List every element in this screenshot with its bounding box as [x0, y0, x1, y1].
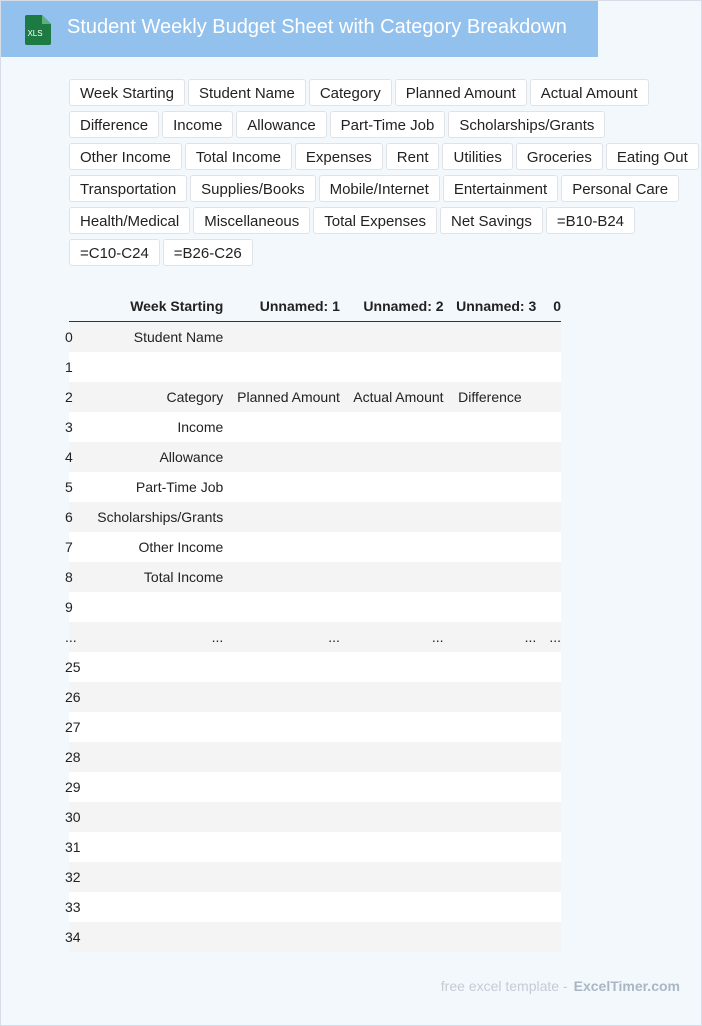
table-cell: Actual Amount [340, 382, 444, 412]
table-cell: Planned Amount [223, 382, 340, 412]
table-row [69, 592, 561, 622]
header-chip: Difference [69, 111, 159, 138]
table-cell [340, 892, 444, 922]
table-cell: Part-Time Job [85, 472, 224, 502]
header-chip: Planned Amount [395, 79, 527, 106]
row-index-label: 5 [65, 479, 73, 495]
row-index [65, 712, 85, 742]
table-cell [340, 652, 444, 682]
table-row [69, 562, 561, 592]
table-cell [536, 562, 561, 592]
table-cell [85, 892, 224, 922]
row-index-label: 26 [65, 689, 81, 705]
header-chip: Rent [386, 143, 440, 170]
table-cell [85, 862, 224, 892]
row-index [65, 532, 85, 562]
table-cell [444, 322, 537, 353]
table-cell: Student Name [85, 322, 224, 353]
footer-text: free excel template - [440, 978, 568, 994]
table-cell [85, 652, 224, 682]
table-cell [536, 832, 561, 862]
table-cell [536, 892, 561, 922]
column-header-unnamed-2: Unnamed: 2 [340, 291, 444, 322]
table-row [69, 322, 561, 353]
table-cell [223, 532, 340, 562]
row-index-label: 0 [65, 329, 73, 345]
table-cell [223, 352, 340, 382]
row-index-label: 7 [65, 539, 73, 555]
row-index [65, 742, 85, 772]
table-cell: ... [85, 622, 224, 652]
row-index-label: ... [65, 629, 77, 645]
table-cell [536, 592, 561, 622]
table-cell [444, 922, 537, 952]
header-chip: =B26-C26 [163, 239, 253, 266]
header-chip: Personal Care [561, 175, 679, 202]
header-chip: Student Name [188, 79, 306, 106]
table-row [69, 682, 561, 712]
table-cell: ... [340, 622, 444, 652]
table-cell [444, 502, 537, 532]
table-cell [536, 922, 561, 952]
column-header-unnamed-3: Unnamed: 3 [444, 291, 537, 322]
table-cell [223, 322, 340, 353]
table-cell [340, 922, 444, 952]
table-cell: ... [223, 622, 340, 652]
table-cell [444, 862, 537, 892]
row-index-label: 34 [65, 929, 81, 945]
table-cell [444, 802, 537, 832]
table-row [69, 472, 561, 502]
table-row [69, 892, 561, 922]
table-cell [223, 442, 340, 472]
row-index [65, 832, 85, 862]
table-cell [536, 322, 561, 353]
table-cell [536, 862, 561, 892]
header-chip: Miscellaneous [193, 207, 310, 234]
table-cell: Category [85, 382, 224, 412]
header-chip: Utilities [442, 143, 512, 170]
header-chip: Part-Time Job [330, 111, 446, 138]
header-chip-list [69, 79, 699, 268]
row-index [65, 382, 85, 412]
table-cell [536, 502, 561, 532]
table-cell [223, 862, 340, 892]
table-row [69, 712, 561, 742]
row-index [65, 322, 85, 353]
table-cell [340, 412, 444, 442]
table-cell: ... [444, 622, 537, 652]
row-index-label: 30 [65, 809, 81, 825]
table-cell [223, 502, 340, 532]
header-chip: Allowance [236, 111, 326, 138]
table-row [69, 382, 561, 412]
table-cell: ... [536, 622, 561, 652]
table-cell [444, 742, 537, 772]
table-cell [340, 712, 444, 742]
table-cell [340, 472, 444, 502]
page-title: Student Weekly Budget Sheet with Category Breakdown [67, 16, 567, 38]
table-cell [340, 802, 444, 832]
column-header-0: 0 [536, 291, 561, 322]
table-cell: Difference [444, 382, 537, 412]
table-cell [536, 442, 561, 472]
row-index [65, 682, 85, 712]
header-chip: Supplies/Books [190, 175, 315, 202]
table-cell [223, 802, 340, 832]
header-chip: Scholarships/Grants [448, 111, 605, 138]
table-cell [223, 682, 340, 712]
table-cell [85, 592, 224, 622]
row-index-label: 6 [65, 509, 73, 525]
table-cell [444, 562, 537, 592]
table-cell [223, 922, 340, 952]
table-cell [444, 442, 537, 472]
row-index-label: 4 [65, 449, 73, 465]
row-index-label: 31 [65, 839, 81, 855]
row-index-label: 33 [65, 899, 81, 915]
table-cell [340, 592, 444, 622]
row-index-label: 27 [65, 719, 81, 735]
column-header-index [69, 291, 85, 322]
excel-file-icon [23, 15, 51, 45]
table-cell [536, 382, 561, 412]
table-cell [340, 742, 444, 772]
table-cell: Income [85, 412, 224, 442]
table-cell [444, 772, 537, 802]
header-chip: Groceries [516, 143, 603, 170]
table-cell [223, 472, 340, 502]
table-cell [536, 772, 561, 802]
header-chip: =C10-C24 [69, 239, 160, 266]
table-cell [223, 772, 340, 802]
table-cell [223, 892, 340, 922]
row-index-label: 28 [65, 749, 81, 765]
header-chip: Health/Medical [69, 207, 190, 234]
table-cell [85, 742, 224, 772]
table-cell [85, 922, 224, 952]
table-cell [85, 682, 224, 712]
row-index [65, 412, 85, 442]
table-cell [223, 742, 340, 772]
table-cell [536, 742, 561, 772]
table-row [69, 622, 561, 652]
table-cell [85, 832, 224, 862]
table-cell [223, 562, 340, 592]
row-index [65, 562, 85, 592]
row-index-label: 32 [65, 869, 81, 885]
table-row [69, 862, 561, 892]
header-chip: Week Starting [69, 79, 185, 106]
row-index-label: 8 [65, 569, 73, 585]
row-index-label: 1 [65, 359, 73, 375]
table-cell [444, 652, 537, 682]
table-cell [85, 772, 224, 802]
table-cell [536, 712, 561, 742]
table-row [69, 652, 561, 682]
header-chip: Category [309, 79, 392, 106]
table-cell [340, 832, 444, 862]
table-row [69, 502, 561, 532]
header-chip: Transportation [69, 175, 187, 202]
table-row [69, 412, 561, 442]
row-index-label: 25 [65, 659, 81, 675]
table-cell [444, 412, 537, 442]
column-header-unnamed-1: Unnamed: 1 [223, 291, 340, 322]
header-chip: Expenses [295, 143, 383, 170]
row-index [65, 652, 85, 682]
header-chip: Mobile/Internet [319, 175, 440, 202]
table-cell [536, 352, 561, 382]
table-cell [223, 592, 340, 622]
table-row [69, 802, 561, 832]
row-index-label: 9 [65, 599, 73, 615]
table-row [69, 352, 561, 382]
table-cell [444, 592, 537, 622]
table-header-row [69, 291, 561, 322]
header-chip: Total Expenses [313, 207, 437, 234]
row-index [65, 892, 85, 922]
table-cell [444, 532, 537, 562]
table-cell [85, 802, 224, 832]
table-cell [223, 412, 340, 442]
table-cell [536, 472, 561, 502]
table-cell: Other Income [85, 532, 224, 562]
table-cell [340, 772, 444, 802]
column-header-week-starting: Week Starting [85, 291, 224, 322]
row-index [65, 592, 85, 622]
table-cell [223, 712, 340, 742]
table-cell [444, 712, 537, 742]
table-cell [85, 712, 224, 742]
row-index [65, 772, 85, 802]
table-row [69, 442, 561, 472]
row-index [65, 802, 85, 832]
table-cell [536, 532, 561, 562]
row-index-label: 3 [65, 419, 73, 435]
row-index [65, 922, 85, 952]
header-chip: Actual Amount [530, 79, 649, 106]
table-cell: Allowance [85, 442, 224, 472]
table-cell [340, 322, 444, 353]
row-index [65, 442, 85, 472]
table-cell [340, 862, 444, 892]
table-cell [536, 682, 561, 712]
table-cell [340, 502, 444, 532]
table-cell [536, 802, 561, 832]
table-row [69, 922, 561, 952]
table-cell [340, 682, 444, 712]
data-table-container [65, 291, 561, 952]
excel-icon-label: XLS [27, 29, 43, 38]
header-chip: Income [162, 111, 233, 138]
row-index [65, 862, 85, 892]
table-cell [444, 832, 537, 862]
header-banner [1, 1, 598, 57]
header-chip: =B10-B24 [546, 207, 635, 234]
table-cell: Scholarships/Grants [85, 502, 224, 532]
row-index [65, 502, 85, 532]
table-row [69, 532, 561, 562]
table-cell [536, 652, 561, 682]
table-cell [340, 532, 444, 562]
header-chip: Entertainment [443, 175, 558, 202]
table-cell [223, 652, 340, 682]
row-index-label: 2 [65, 389, 73, 405]
table-cell [444, 352, 537, 382]
table-cell [444, 682, 537, 712]
table-row [69, 772, 561, 802]
row-index [65, 352, 85, 382]
table-cell [340, 562, 444, 592]
table-cell [340, 352, 444, 382]
table-cell [223, 832, 340, 862]
header-chip: Total Income [185, 143, 292, 170]
row-index-label: 29 [65, 779, 81, 795]
header-chip: Other Income [69, 143, 182, 170]
row-index [65, 622, 85, 652]
table-cell [536, 412, 561, 442]
table-row [69, 832, 561, 862]
table-cell: Total Income [85, 562, 224, 592]
data-table [65, 291, 561, 952]
table-row [69, 742, 561, 772]
footer-credit [441, 978, 680, 994]
table-cell [85, 352, 224, 382]
table-cell [444, 472, 537, 502]
table-cell [444, 892, 537, 922]
header-chip: Net Savings [440, 207, 543, 234]
footer-brand-link[interactable]: ExcelTimer.com [573, 978, 680, 994]
table-cell [340, 442, 444, 472]
header-chip: Eating Out [606, 143, 699, 170]
row-index [65, 472, 85, 502]
